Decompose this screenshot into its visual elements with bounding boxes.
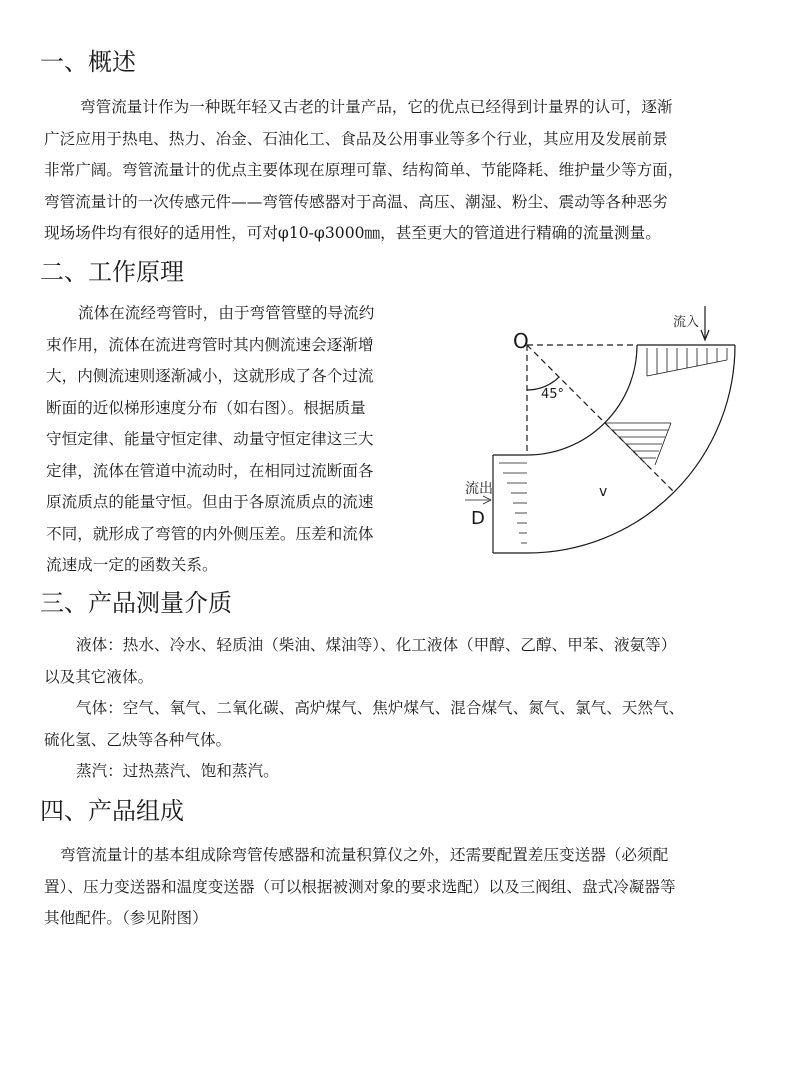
text-line: 弯管流量计的一次传感元件——弯管传感器对于高温、高压、潮湿、粉尘、震动等各种恶劣 (44, 192, 668, 211)
composition-paragraph (44, 840, 676, 935)
elbow-flow-diagram (455, 298, 760, 558)
text-line: 大，内侧流速则逐渐减小，这就形成了各个过流 (46, 367, 374, 385)
text-line: 不同，就形成了弯管的内外侧压差。压差和流体 (46, 524, 374, 543)
text-line: 守恒定律、能量守恒定律、动量守恒定律这三大 (46, 430, 374, 448)
section-heading-working-principle: 二、工作原理 (40, 258, 184, 286)
text-line: 广泛应用于热电、热力、冶金、石油化工、食品及公用事业等多个行业，其应用及发展前景 (44, 129, 668, 148)
section-heading-overview: 一、概述 (40, 48, 136, 76)
outlet-velocity-profile (499, 463, 527, 543)
text-line: 束作用，流体在流进弯管时其内侧流速会逐渐增 (46, 335, 374, 354)
text-line: 现场场件均有很好的适用性，可对φ10-φ3000㎜，甚至更大的管道进行精确的流量测量。 (44, 224, 661, 242)
principle-paragraph (46, 298, 374, 582)
text-line: 以及其它液体。 (44, 667, 154, 686)
label-outflow: 流出 (465, 481, 493, 497)
text-line: 置）、压力变送器和温度变送器（可以根据被测对象的要求选配）以及三阀组、盘式冷凝器等 (44, 877, 676, 896)
text-line: 断面的近似梯形速度分布（如右图）。根据质量 (46, 398, 366, 417)
text-line: 其他配件。（参见附图） (44, 909, 208, 927)
media-paragraph (44, 630, 684, 788)
text-line: 定律，流体在管道中流动时，在相同过流断面各 (46, 461, 374, 480)
label-d: D (471, 508, 485, 529)
label-o: O (513, 329, 529, 353)
section-heading-media: 三、产品测量介质 (40, 589, 232, 617)
text-line: 弯管流量计的基本组成除弯管传感器和流量积算仪之外，还需要配置差压变送器（必须配 (60, 846, 669, 864)
label-angle: 45° (541, 387, 565, 402)
text-line: 硫化氢、乙炔等各种气体。 (44, 730, 232, 749)
inlet-velocity-profile (647, 348, 727, 376)
text-line: 流速成一定的函数关系。 (46, 556, 218, 574)
bend-velocity-profile (605, 423, 671, 465)
text-line: 弯管流量计作为一种既年轻又古老的计量产品，它的优点已经得到计量界的认可，逐渐 (80, 98, 673, 116)
overview-paragraph (44, 92, 683, 250)
text-line: 液体：热水、冷水、轻质油（柴油、煤油等）、化工液体（甲醇、乙醇、甲苯、液氨等） (76, 636, 677, 654)
label-v: v (599, 484, 608, 500)
text-line: 非常广阔。弯管流量计的优点主要体现在原理可靠、结构简单、节能降耗、维护量少等方面， (44, 161, 684, 179)
section-heading-composition: 四、产品组成 (40, 797, 184, 825)
text-line: 气体：空气、氧气、二氧化碳、高炉煤气、焦炉煤气、混合煤气、氮气、氯气、天然气、 (76, 699, 685, 717)
text-line: 原流质点的能量守恒。但由于各原流质点的流速 (46, 493, 374, 511)
text-line: 流体在流经弯管时，由于弯管管壁的导流约 (78, 304, 375, 322)
text-line: 蒸汽：过热蒸汽、饱和蒸汽。 (76, 762, 279, 780)
label-inflow: 流入 (673, 315, 700, 330)
